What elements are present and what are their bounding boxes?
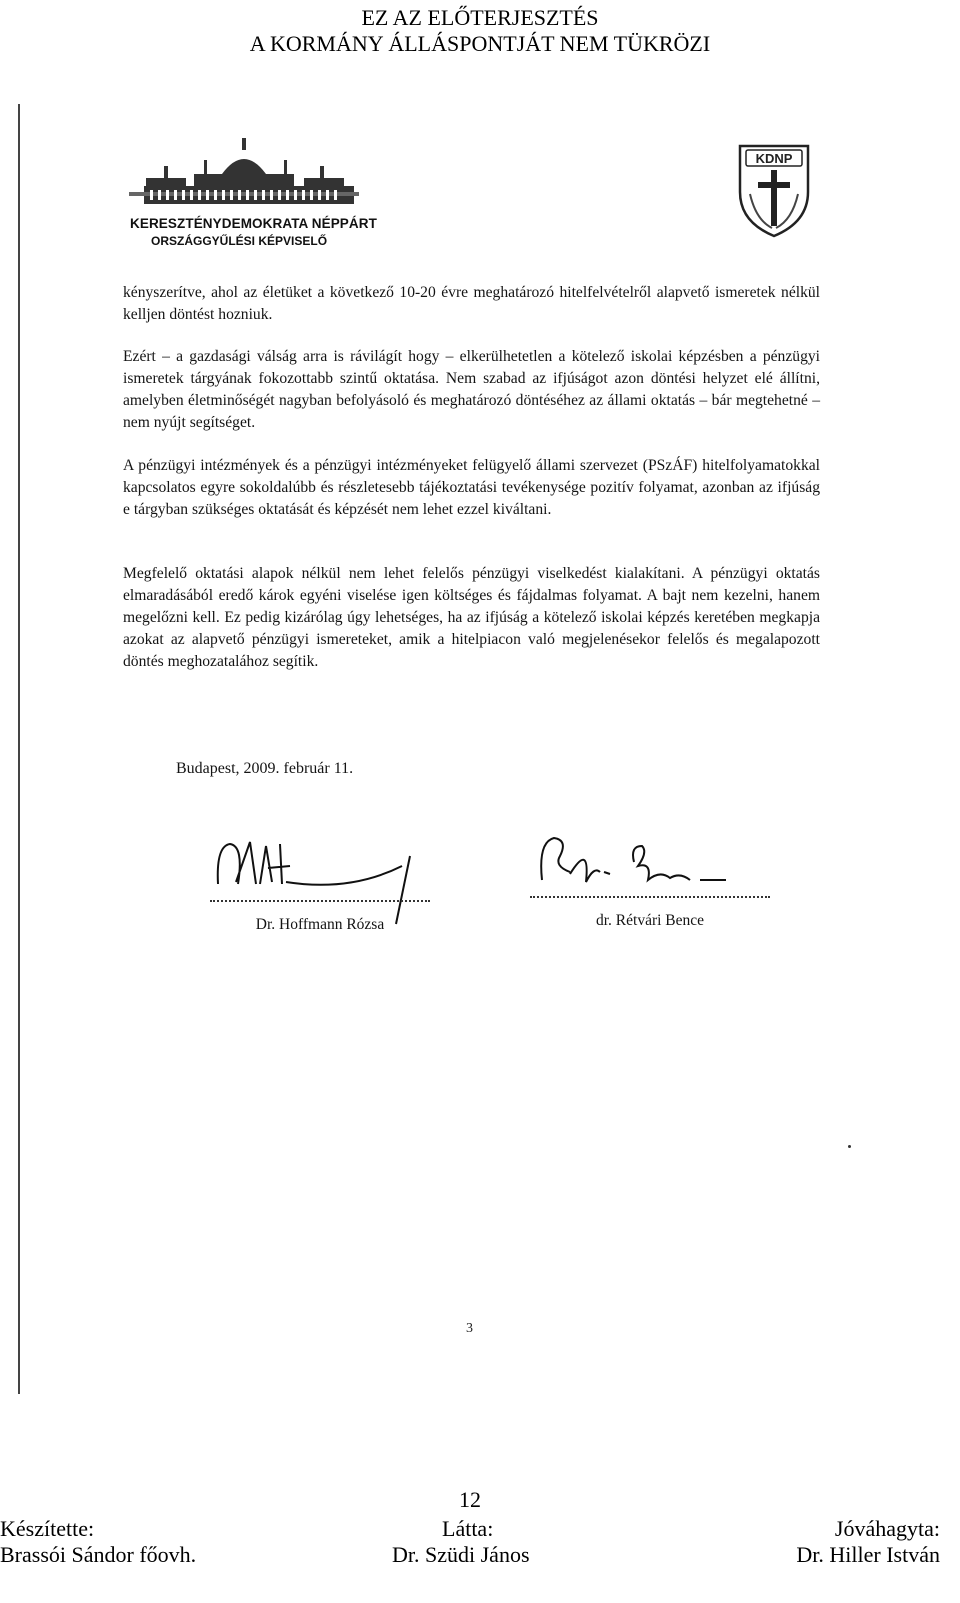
signature-hoffmann	[210, 826, 430, 926]
paragraph-4: Megfelelő oktatási alapok nélkül nem lehet felelős pénzügyi viselkedést kialakítani. A pénzügyi oktatás elmaradásából eredő károk egyéni viselése igen költséges és fájdalmas folyamat. A bajt nem kezelni, hanem megelőzni kell. Ez pedig kizárólag úgy lehetséges, ha az ifjúság a kötelező iskolai képzés keretében megkapja azokat az alapvető pénzügyi ismereteket, amik a hitelpiacon való megjelenésekor felelős és megalapozott döntés meghozatalához segítik.	[123, 565, 820, 670]
paragraph-2: Ezért – a gazdasági válság arra is rávilágít hogy – elkerülhetetlen a kötelező iskolai képzésben a pénzügyi ismeretek tárgyának fokozottabb szintű oktatása. Nem szabad az ifjúságot azon döntési helyzet elé állítni, amelyben életminőségét nagyban befolyásoló és meghatározó döntéséhez az állami oktatás – bár megtehetné – nem nyújt segítséget.	[123, 348, 820, 431]
prepared-by-label: Készítette:	[0, 1516, 95, 1541]
signature-block-left	[210, 840, 430, 940]
approved-by-name: Dr. Hiller István	[796, 1542, 940, 1567]
kdnp-logo	[736, 142, 812, 238]
party-name: KERESZTÉNYDEMOKRATA NÉPPÁRT	[130, 216, 377, 231]
seen-by-name: Dr. Szüdi János	[392, 1542, 530, 1567]
header-line-2: A KORMÁNY ÁLLÁSPONTJÁT NEM TÜKRÖZI	[249, 31, 711, 56]
place-and-date: Budapest, 2009. február 11.	[176, 760, 354, 777]
header-line-1: EZ AZ ELŐTERJESZTÉS	[361, 5, 599, 30]
parliament-building-image	[124, 138, 364, 218]
signatory-left-name: Dr. Hoffmann Rózsa	[255, 916, 385, 933]
signatory-right-name: dr. Rétvári Bence	[595, 912, 705, 929]
signature-block-right	[530, 836, 770, 936]
signature-line-left	[210, 900, 430, 902]
inner-page-number: 3	[466, 1321, 473, 1336]
signature-retvari	[530, 822, 770, 922]
stray-dot	[848, 1145, 851, 1148]
prepared-by-name: Brassói Sándor főovh.	[0, 1542, 197, 1567]
seen-by-label: Látta:	[442, 1516, 494, 1541]
signature-line-right	[530, 896, 770, 898]
scan-edge-line	[18, 104, 20, 1394]
paragraph-1: kényszerítve, ahol az életüket a következő 10-20 évre meghatározó hitelfelvételről alapvető ismeretek nélkül kelljen döntést hozniuk.	[123, 284, 820, 323]
letterhead	[124, 138, 424, 248]
svg-text:KDNP: KDNP	[755, 151, 793, 166]
paragraph-3: A pénzügyi intézmények és a pénzügyi intézményeket felügyelő állami szervezet (PSzÁF) hitelfolyamatokkal kapcsolatos egyre sokoldalúbb és részletesebb tájékoztatási tevékenysége pozitív folyamat, azonban az ifjúság e tárgyban szükséges oktatását és képzését nem lehet ezzel kiváltani.	[123, 457, 820, 518]
party-subtitle: ORSZÁGGYŰLÉSI KÉPVISELŐ	[151, 234, 328, 248]
approved-by-label: Jóváhagyta:	[834, 1516, 940, 1541]
footer-page-number: 12	[459, 1487, 481, 1512]
